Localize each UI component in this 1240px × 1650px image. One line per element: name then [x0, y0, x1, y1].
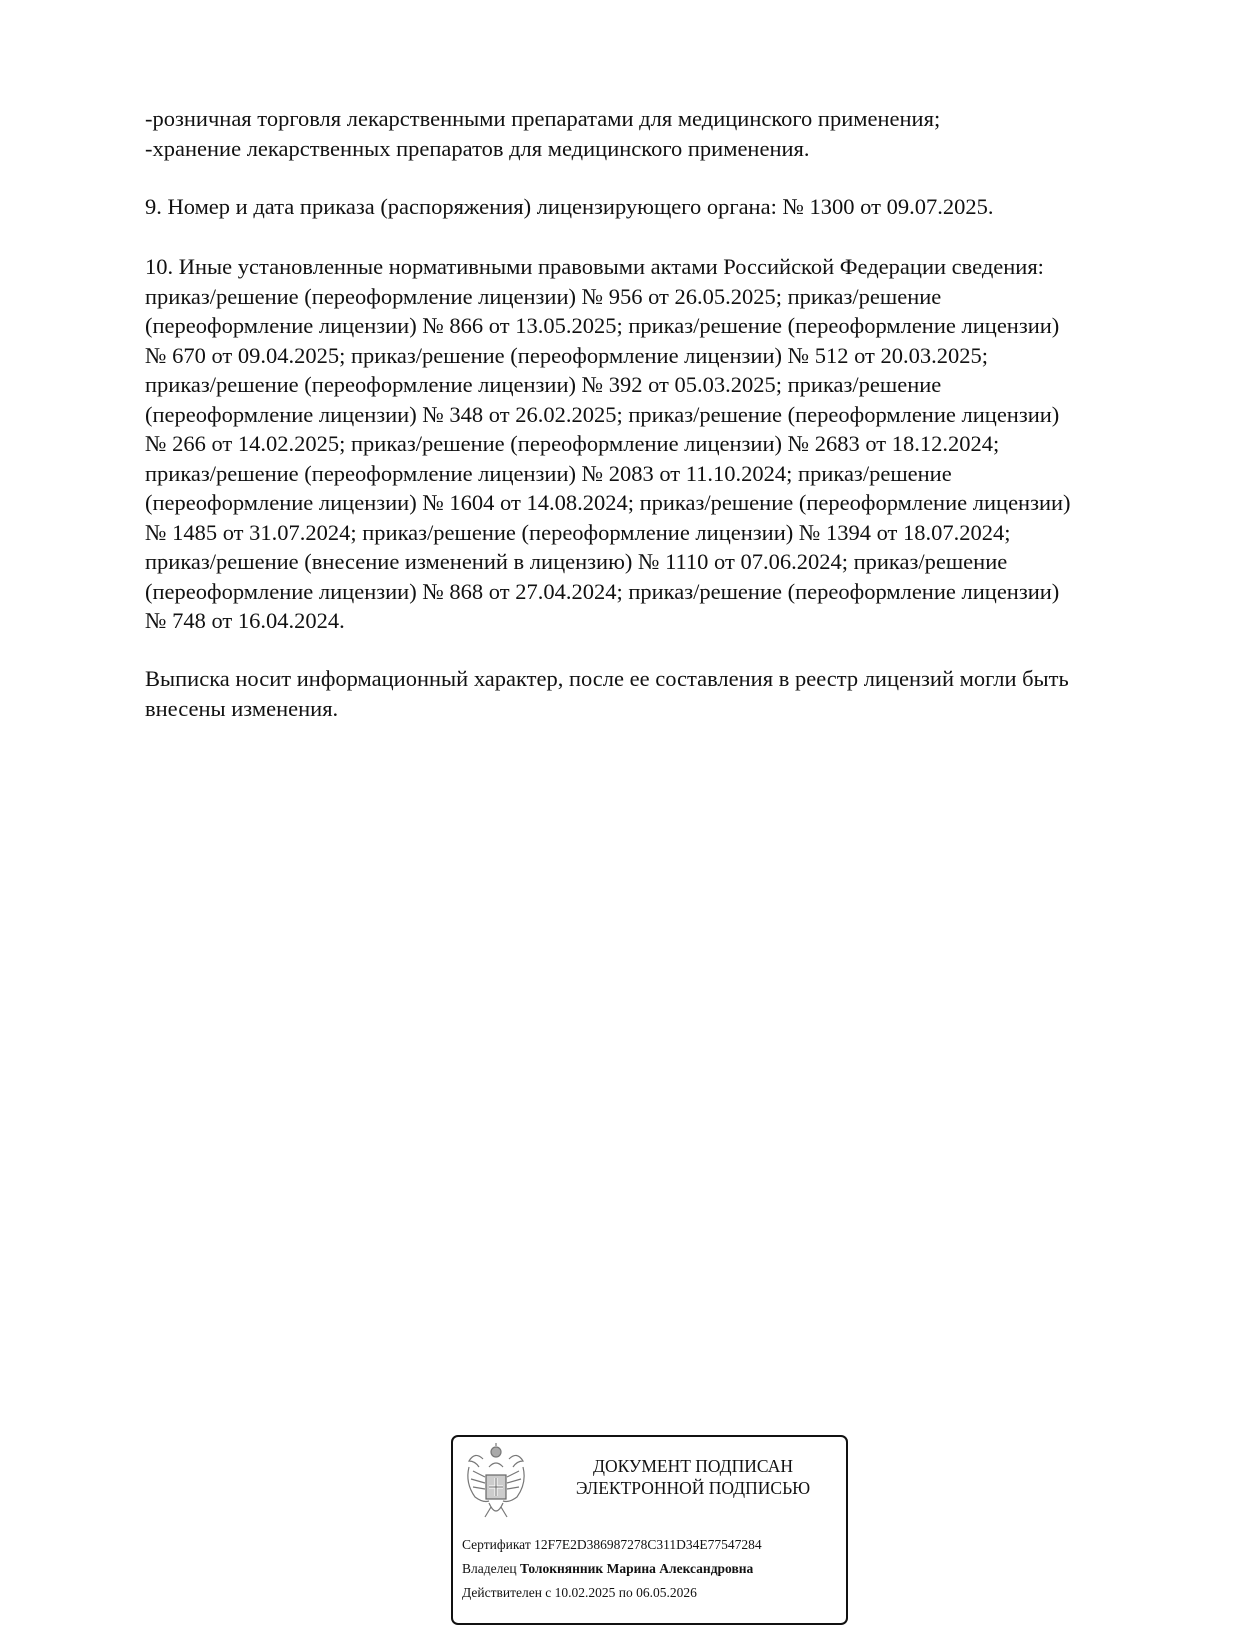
- owner-label: Владелец: [462, 1561, 517, 1576]
- text-line: приказ/решение (переоформление лицензии) № 2083 от 11.10.2024; приказ/решение: [145, 460, 952, 486]
- certificate-label: Сертификат: [462, 1537, 531, 1552]
- text-line: № 670 от 09.04.2025; приказ/решение (переоформление лицензии) № 512 от 20.03.2025;: [145, 342, 988, 368]
- stamp-title-line: ДОКУМЕНТ ПОДПИСАН: [593, 1456, 793, 1476]
- text-line: 10. Иные установленные нормативными правовыми актами Российской Федерации сведения:: [145, 254, 1044, 279]
- coat-of-arms-icon: [463, 1443, 529, 1521]
- certificate-value: 12F7E2D386987278C311D34E77547284: [534, 1537, 762, 1552]
- disclaimer-line: Выписка носит информационный характер, после ее составления в реестр лицензий могли быть: [145, 666, 1069, 691]
- text-line: приказ/решение (переоформление лицензии) № 392 от 05.03.2025; приказ/решение: [145, 372, 942, 397]
- text-line: (переоформление лицензии) № 348 от 26.02.2025; приказ/решение (переоформление лицензии): [145, 401, 1060, 427]
- order-number-item: 9. Номер и дата приказа (распоряжения) лицензирующего органа: № 1300 от 09.07.2025.: [145, 194, 994, 219]
- valid-to: 06.05.2026: [636, 1585, 697, 1600]
- validity-row: [462, 1581, 697, 1605]
- stamp-title-line: ЭЛЕКТРОННОЙ ПОДПИСЬЮ: [575, 1478, 811, 1498]
- owner-row: [462, 1557, 753, 1581]
- disclaimer-line: внесены изменения.: [145, 696, 339, 721]
- valid-label: Действителен с: [462, 1585, 552, 1600]
- activity-line: -хранение лекарственных препаратов для медицинского применения.: [145, 136, 810, 161]
- text-line: приказ/решение (внесение изменений в лицензию) № 1110 от 07.06.2024; приказ/решение: [145, 549, 1008, 574]
- valid-from: 10.02.2025: [554, 1585, 616, 1600]
- certificate-row: [462, 1533, 762, 1557]
- text-line: (переоформление лицензии) № 1604 от 14.08.2024; приказ/решение (переоформление лицензии): [145, 490, 1071, 515]
- text-line: № 1485 от 31.07.2024; приказ/решение (переоформление лицензии) № 1394 от 18.07.2024;: [145, 519, 1011, 545]
- text-line: (переоформление лицензии) № 868 от 27.04.2024; приказ/решение (переоформление лицензии): [145, 578, 1060, 604]
- stamp-title: [553, 1455, 833, 1499]
- text-line: № 266 от 14.02.2025; приказ/решение (переоформление лицензии) № 2683 от 18.12.2024;: [145, 431, 1000, 456]
- text-line: приказ/решение (переоформление лицензии) № 956 от 26.05.2025; приказ/решение: [145, 283, 942, 309]
- electronic-signature-stamp: [451, 1435, 848, 1625]
- owner-value: Толокнянник Марина Александровна: [519, 1561, 754, 1576]
- valid-to-label: по: [618, 1585, 633, 1600]
- text-line: (переоформление лицензии) № 866 от 13.05.2025; приказ/решение (переоформление лицензии): [145, 313, 1060, 338]
- activity-line: -розничная торговля лекарственными препаратами для медицинского применения;: [145, 106, 941, 131]
- text-line: № 748 от 16.04.2024.: [145, 608, 345, 633]
